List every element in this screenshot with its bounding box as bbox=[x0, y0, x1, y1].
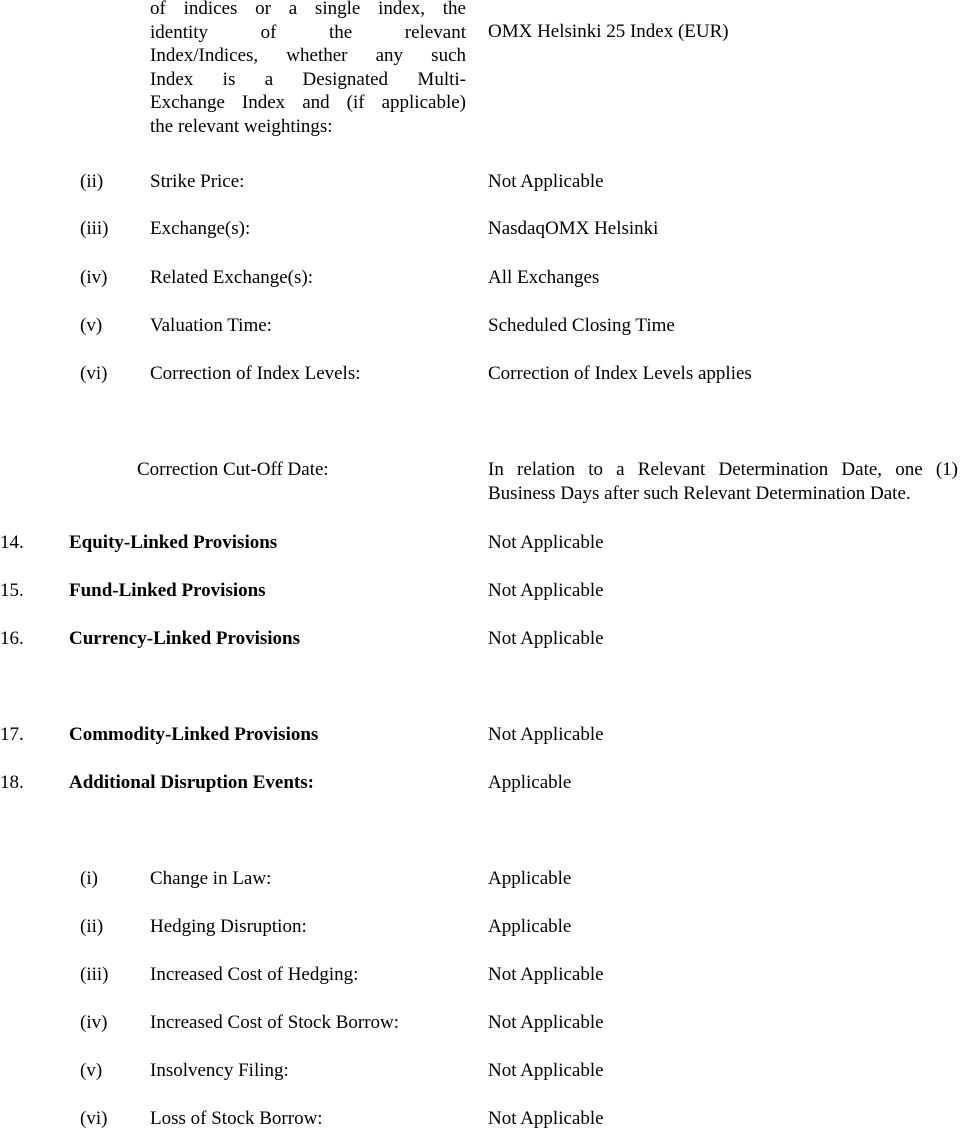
provision-number: 15. bbox=[0, 580, 24, 601]
item-value: NasdaqOMX Helsinki bbox=[488, 218, 659, 239]
item-number: (ii) bbox=[80, 916, 104, 937]
item-label: Increased Cost of Stock Borrow: bbox=[150, 1012, 400, 1033]
item-label: Related Exchange(s): bbox=[150, 267, 314, 288]
item-number: (i) bbox=[80, 868, 98, 889]
provision-value: Not Applicable bbox=[488, 628, 604, 649]
provision-number: 17. bbox=[0, 724, 24, 745]
provision-value: Applicable bbox=[488, 772, 572, 793]
item-value: Not Applicable bbox=[488, 171, 604, 192]
item-label: Increased Cost of Hedging: bbox=[150, 964, 359, 985]
intro-line: of indices or a single index, the bbox=[150, 0, 466, 19]
provision-number: 18. bbox=[0, 772, 24, 793]
intro-line: identity of the relevant bbox=[150, 21, 466, 43]
item-number: (ii) bbox=[80, 171, 104, 192]
cutoff-value-line2: Business Days after such Relevant Determination Date. bbox=[488, 483, 911, 504]
item-number: (iv) bbox=[80, 1012, 108, 1033]
provision-value: Not Applicable bbox=[488, 724, 604, 745]
item-number: (v) bbox=[80, 1060, 103, 1081]
intro-description bbox=[150, 0, 466, 138]
item-label: Correction of Index Levels: bbox=[150, 363, 361, 384]
item-label: Insolvency Filing: bbox=[150, 1060, 289, 1081]
item-value: Scheduled Closing Time bbox=[488, 315, 675, 336]
item-value: Not Applicable bbox=[488, 964, 604, 985]
item-number: (vi) bbox=[80, 363, 108, 384]
provision-value: Not Applicable bbox=[488, 580, 604, 601]
item-number: (iv) bbox=[80, 267, 108, 288]
item-label: Valuation Time: bbox=[150, 315, 272, 336]
item-value: Not Applicable bbox=[488, 1108, 604, 1129]
intro-line: Exchange Index and (if applicable) bbox=[150, 92, 466, 113]
intro-value: OMX Helsinki 25 Index (EUR) bbox=[488, 21, 729, 42]
item-label: Exchange(s): bbox=[150, 218, 251, 239]
intro-line: Index/Indices, whether any such bbox=[150, 45, 466, 66]
item-value: Applicable bbox=[488, 868, 572, 889]
item-label: Change in Law: bbox=[150, 868, 272, 889]
item-value: Correction of Index Levels applies bbox=[488, 363, 752, 384]
item-label: Hedging Disruption: bbox=[150, 916, 307, 937]
intro-line: Index is a Designated Multi- bbox=[150, 68, 466, 90]
provision-heading: Commodity-Linked Provisions bbox=[69, 724, 319, 745]
provision-heading: Currency-Linked Provisions bbox=[69, 628, 301, 649]
provision-number: 14. bbox=[0, 532, 24, 553]
intro-line: the relevant weightings: bbox=[150, 115, 333, 137]
provision-heading: Fund-Linked Provisions bbox=[69, 580, 266, 601]
item-number: (vi) bbox=[80, 1108, 108, 1129]
item-value: Not Applicable bbox=[488, 1012, 604, 1033]
item-value: Applicable bbox=[488, 916, 572, 937]
item-label: Strike Price: bbox=[150, 171, 245, 192]
provision-heading: Additional Disruption Events: bbox=[69, 772, 314, 793]
provision-heading: Equity-Linked Provisions bbox=[69, 532, 278, 553]
item-number: (v) bbox=[80, 315, 103, 336]
item-number: (iii) bbox=[80, 964, 109, 985]
cutoff-value-line1: In relation to a Relevant Determination Date, one (1) bbox=[488, 459, 958, 480]
item-value: All Exchanges bbox=[488, 267, 600, 288]
item-value: Not Applicable bbox=[488, 1060, 604, 1081]
provision-value: Not Applicable bbox=[488, 532, 604, 553]
item-label: Loss of Stock Borrow: bbox=[150, 1108, 323, 1129]
item-number: (iii) bbox=[80, 218, 109, 239]
provision-number: 16. bbox=[0, 628, 24, 649]
cutoff-label: Correction Cut-Off Date: bbox=[137, 459, 329, 480]
